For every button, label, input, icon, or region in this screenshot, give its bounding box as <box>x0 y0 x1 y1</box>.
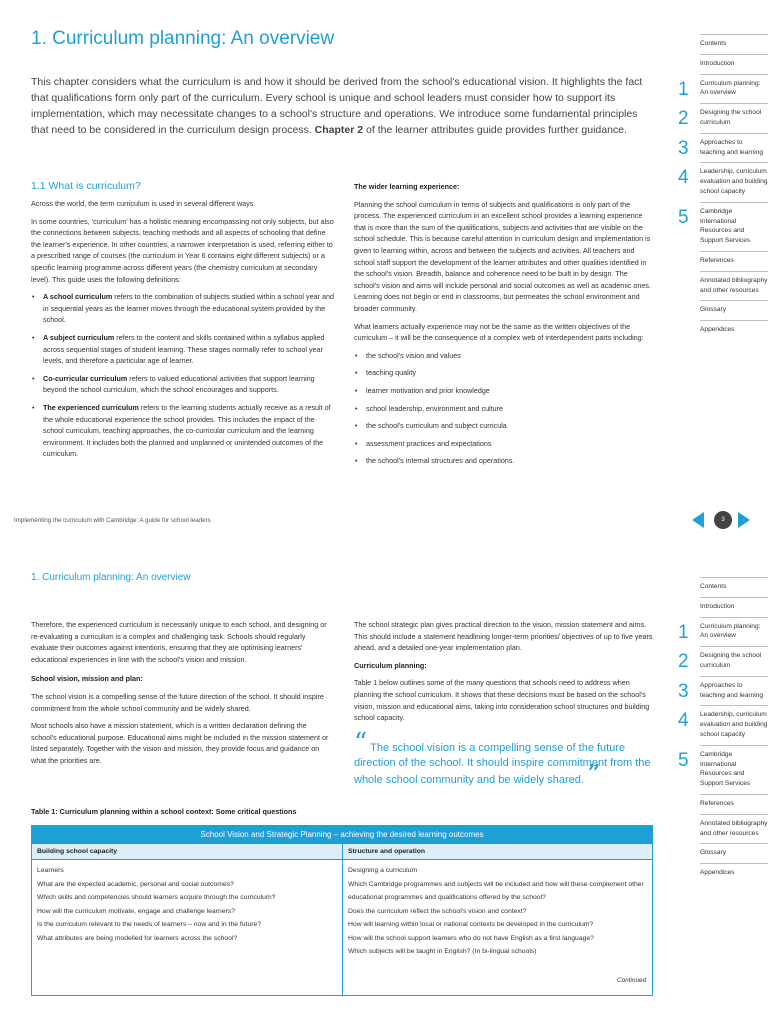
sidebar-item-contents[interactable]: Contents <box>700 34 768 54</box>
table-caption: Table 1: Curriculum planning within a school context: Some critical questions <box>31 807 297 816</box>
list-item: • A subject curriculum refers to the content and skills contained within a syllabus applied across sequential stages of student learning. These stages normally refer to school year levels, and therefore a particular age of learner. <box>31 332 337 367</box>
sidebar-item-chapter-2[interactable]: 2 Designing the school curriculum <box>700 103 768 133</box>
sidebar-item-appendices[interactable]: Appendices <box>700 320 768 340</box>
list-item: • the school's internal structures and operations. <box>354 455 654 467</box>
pull-quote: “ The school vision is a compelling sense of the future direction of the school. It should inspire commitment from the whole school community and be widely shared. ” <box>354 728 651 790</box>
paragraph: In some countries, 'curriculum' has a holistic meaning encompassing not only subjects, but also the connections between subjects, teaching methods and all aspects of schooling that define the learner's experience. In other countries, a narrower interpretation is used, referring either to a prescribed range of courses (the curriculum in Year 6 contains eight different subjects) or a specific learning programme across different years (the chemistry curriculum at secondary level). This guide uses the following definitions: <box>31 216 334 284</box>
list-item: • the school's vision and values <box>354 350 654 362</box>
sidebar-item-references[interactable]: References <box>700 794 768 814</box>
left-column <box>31 198 337 466</box>
paragraph: Table 1 below outlines some of the many questions that schools need to address when planning the school curriculum. It shows that these decisions must be based on the school's vision, mission and educational aims, taking into consideration school structures and building school capacity. <box>354 678 650 723</box>
list-item: • Co-curricular curriculum refers to valued educational activities that support learning beyond the school curriculum, which the school encourages and supports. <box>31 373 337 396</box>
page-title: 1. Curriculum planning: An overview <box>31 28 335 49</box>
list-item: • The experienced curriculum refers to the learning students actually receive as a result of the whole educational experience the school provides. This includes the impact of the school curriculum, teaching approaches, the co-curricular curriculum and the learning environment. It includes both the planned and unplanned or unintended outcomes of the curriculum. <box>31 402 337 460</box>
sidebar-item-chapter-4[interactable]: 4 Leadership, curriculum evaluation and building school capacity <box>700 162 768 201</box>
page-navigation <box>692 511 754 529</box>
list-item: • teaching quality <box>354 367 654 379</box>
sidebar-item-contents[interactable]: Contents <box>700 577 768 597</box>
page-number: 3 <box>714 511 732 529</box>
previous-page-icon[interactable] <box>692 512 704 528</box>
paragraph: Across the world, the term curriculum is used in several different ways. <box>31 199 256 208</box>
sidebar-item-chapter-1[interactable]: 1 Curriculum planning: An overview <box>700 617 768 647</box>
paragraph: What learners actually experience may not be the same as the written objectives of the curriculum – it will be the consequence of a complex web of interdependent parts including: <box>354 321 644 343</box>
sidebar-item-chapter-5[interactable]: 5 Cambridge International Resources and Support Services <box>700 202 768 251</box>
sidebar-item-chapter-2[interactable]: 2 Designing the school curriculum <box>700 646 768 676</box>
sidebar-nav <box>678 577 768 883</box>
subheading: Curriculum planning: <box>354 660 427 670</box>
left-column <box>31 619 331 773</box>
paragraph: Therefore, the experienced curriculum is necessarily unique to each school, and designing or re-evaluating a curriculum is a complex and challenging task. Schools should regularly evaluate their outcomes against intentions, ensuring that they are optimising learners' educational experiences in line with the school's vision and mission. <box>31 620 327 664</box>
sidebar-item-references[interactable]: References <box>700 251 768 271</box>
bullet-list <box>354 350 654 467</box>
column-header: Structure and operation <box>343 844 653 860</box>
subheading: The wider learning experience: <box>354 182 460 191</box>
paragraph: Planning the school curriculum in terms of subjects and qualifications is only part of the process. The experienced curriculum in an excellent school provides a learning experience that is more than the sum of the qualifications, subjects and activities that are visible on the school schedule. This is because careful attention in curriculum design and implementation is given to learning within, across and between the subjects and activities. All teachers and school staff support the development of the learner attributes and other qualities identified in the school's vision. Breadth, balance and coherence need to be built in by design. The school's vision and aims will include personal and social outcomes as well as academic ones. Learning does not begin or end in classrooms, but permeates the school environment and broader community. <box>354 199 652 313</box>
sidebar-item-introduction[interactable]: Introduction <box>700 54 768 74</box>
sidebar-item-chapter-5[interactable]: 5 Cambridge International Resources and Support Services <box>700 745 768 794</box>
list-item: • school leadership, environment and culture <box>354 403 654 415</box>
column-header: Building school capacity <box>32 844 343 860</box>
sidebar-item-chapter-3[interactable]: 3 Approaches to teaching and learning <box>700 676 768 706</box>
chapter-2-reference[interactable]: Chapter 2 <box>314 124 364 136</box>
sidebar-item-glossary[interactable]: Glossary <box>700 300 768 320</box>
list-item: • learner motivation and prior knowledge <box>354 385 654 397</box>
sidebar-item-glossary[interactable]: Glossary <box>700 843 768 863</box>
paragraph: Most schools also have a mission statement, which is a written declaration defining the school's educational purpose. Educational aims might be included in the mission statement or listed separately. Together with the vision and mission, they provide focus and guidance on what the priorities are. <box>31 721 329 765</box>
right-column <box>354 619 654 730</box>
sidebar-item-chapter-1[interactable]: 1 Curriculum planning: An overview <box>700 74 768 104</box>
continued-note: Continued <box>617 977 647 984</box>
paragraph: The school vision is a compelling sense of the future direction of the school. It should inspire commitment from the whole school community and be widely shared. <box>31 691 324 713</box>
definitions-list <box>31 291 337 460</box>
sidebar-item-bibliography[interactable]: Annotated bibliography and other resources <box>700 271 768 301</box>
open-quote-icon: “ <box>354 728 368 758</box>
sidebar-item-bibliography[interactable]: Annotated bibliography and other resources <box>700 814 768 844</box>
table-cell: Learners What are the expected academic, personal and social outcomes? Which skills and competencies should learners acquire through the curriculum? How will the curriculum motivate, engage and challenge learners? Is the curriculum relevant to the needs of learners – now and in the future? What attributes are being modelled for learners across the school? <box>32 860 343 996</box>
page-title: 1. Curriculum planning: An overview <box>31 572 191 583</box>
table-cell: Designing a curriculum Which Cambridge programmes and subjects will be included and how will these complement other educational programmes and qualifications offered by the school? Does the curriculum reflect the school's vision and context? How will learning within local or national contexts be developed in the curriculum? How will the school support learners who do not have English as a first language? Which subjects will be taught in English? (In bi-lingual schools) <box>343 860 653 996</box>
page-footer: Implementing the curriculum with Cambridge: A guide for school leaders <box>14 517 211 524</box>
sidebar-nav <box>678 34 768 340</box>
list-item: • assessment practices and expectations <box>354 438 654 450</box>
list-item: • A school curriculum refers to the combination of subjects studied within a school year and in sequential years as the learner moves through the educational system provided by the school. <box>31 291 337 326</box>
close-quote-icon: ” <box>586 760 601 790</box>
next-page-icon[interactable] <box>738 512 750 528</box>
subheading: School vision, mission and plan: <box>31 674 143 684</box>
sidebar-item-appendices[interactable]: Appendices <box>700 863 768 883</box>
section-heading: 1.1 What is curriculum? <box>31 180 141 192</box>
sidebar-item-introduction[interactable]: Introduction <box>700 597 768 617</box>
planning-table <box>31 825 653 996</box>
right-column <box>354 181 654 473</box>
paragraph: The school strategic plan gives practical direction to the vision, mission statement and aims. This should include a statement headlining longer-term priorities/ objectives of up to five years ahead, and a detailed one-year implementation plan. <box>354 620 653 653</box>
sidebar-item-chapter-4[interactable]: 4 Leadership, curriculum evaluation and building school capacity <box>700 705 768 744</box>
intro-paragraph: This chapter considers what the curriculum is and how it should be derived from the school's educational vision. It highlights the fact that qualifications form only part of the curriculum. Every school is unique and school leaders must consider how to support its implementation, which may necessitate changes to a school's structure and operations. We introduce some fundamental principles that need to be considered in the curriculum design process. Chapter 2 of the learner attributes guide provides further guidance. <box>31 76 643 136</box>
table-header: School Vision and Strategic Planning – achieving the desired learning outcomes <box>32 826 653 844</box>
list-item: • the school's curriculum and subject curricula <box>354 420 654 432</box>
sidebar-item-chapter-3[interactable]: 3 Approaches to teaching and learning <box>700 133 768 163</box>
